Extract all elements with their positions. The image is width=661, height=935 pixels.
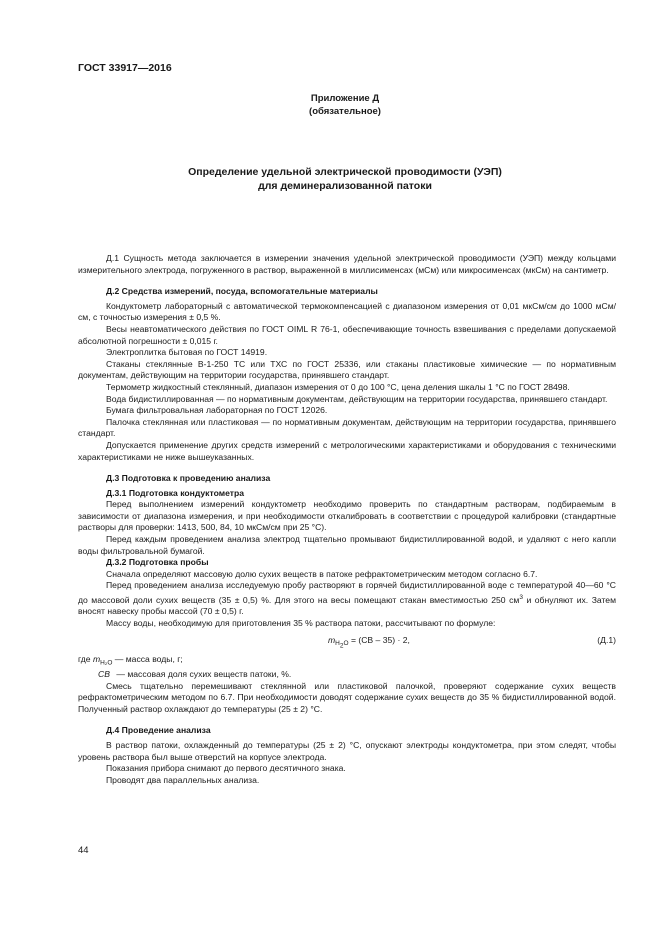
paragraph [78, 580, 616, 618]
paragraph: Электроплитка бытовая по ГОСТ 14919. [106, 347, 268, 358]
where-desc: — масса воды, г; [112, 653, 183, 664]
paragraph: Бумага фильтровальная лабораторная по ГОСТ 12026. [106, 405, 328, 416]
where-variable: CB [98, 668, 110, 679]
formula-rest: = (CB – 35) · 2, [348, 634, 410, 645]
paragraph-d1: Д.1 Сущность метода заключается в измерении значения удельной электрической проводимости (УЭП) между кольцами измерительного электрода, погруженного в раствор, выраженной в миллисименсах (мСм) или микросименсах (мкСм) на сантиметр. [78, 253, 616, 275]
formula-number: (Д.1) [597, 634, 616, 645]
where-line-1 [78, 654, 616, 669]
where-desc: — массовая доля сухих веществ патоки, %. [114, 668, 292, 679]
subsection-heading-d31: Д.3.1 Подготовка кондуктометра [106, 487, 244, 498]
where-variable: m [92, 653, 101, 664]
appendix-status: (обязательное) [309, 106, 381, 117]
title-line-1: Определение удельной электрической проводимости (УЭП) [188, 166, 502, 178]
paragraph: Проводят два параллельных анализа. [106, 774, 260, 785]
formula-d1 [78, 632, 616, 650]
paragraph: Вода бидистиллированная — по нормативным документам, действующим на территории государства, принявшего стандарт. [106, 393, 608, 404]
paragraph: Допускается применение других средств измерений с метрологическими характеристиками и оборудования с техническими характеристиками не ниже вышеуказанных. [78, 439, 616, 462]
where-line-2 [78, 669, 616, 681]
formula-expression [328, 635, 410, 653]
paragraph: Перед каждым проведением анализа электрод тщательно промывают бидистиллированной водой, и удаляют с него капли воды фильтровальной бумагой. [78, 534, 616, 556]
paragraph: Палочка стеклянная или пластиковая — по нормативным документам, действующим на территории государства, принявшего стандарт. [78, 416, 616, 439]
section-heading-d4: Д.4 Проведение анализа [106, 725, 211, 736]
subsection-heading-d32: Д.3.2 Подготовка пробы [106, 557, 209, 568]
section-heading-d3: Д.3 Подготовка к проведению анализа [106, 473, 271, 484]
paragraph-part: Перед проведением анализа исследуемую пробу растворяют в горячей бидистиллированной воде с температурой 40—60 °С до массовой доли сухих веществ (35 ± 0,5) %. Для этого на весы помещают стакан вместимостью 250 см [78, 580, 616, 605]
paragraph: Весы неавтоматического действия по ГОСТ OIML R 76-1, обеспечивающие точность взвешивания с пределами допускаемой абсолютной погрешности ± 0,015 г. [78, 323, 616, 346]
paragraph: Смесь тщательно перемешивают стеклянной или пластиковой палочкой, проверяют содержание сухих веществ рефрактометрическим методом по 6.7. При необходимости доводят содержание сухих веществ до 35 % бидистиллированной водой. Полученный раствор охлаждают до температуры (25 ± 2) °С. [78, 680, 616, 714]
document-body [78, 253, 616, 786]
paragraph: Сначала определяют массовую долю сухих веществ в патоке рефрактометрическим методом согласно 6.7. [106, 568, 538, 579]
superscript: 3 [519, 594, 523, 602]
paragraph: Показания прибора снимают до первого десятичного знака. [106, 763, 346, 774]
paragraph: Перед выполнением измерений кондуктометр необходимо проверить по стандартным растворам, подбираемым в зависимости от диапазона измерения, и при необходимости откалибровать в соответствии с процедурой калибровки (стандартные растворы для проверки: 1413, 500, 84, 10 мкСм/см при 25 °С). [78, 499, 616, 533]
section-heading-d2: Д.2 Средства измерений, посуда, вспомогательные материалы [106, 286, 378, 297]
where-sub: H₂O [100, 659, 113, 667]
page-number: 44 [78, 845, 89, 856]
formula-sub2: 2 [339, 642, 344, 650]
where-label: где [78, 653, 93, 664]
paragraph-part: и обнуляют их. Затем вносят навеску пробы массой (70 ± 0,5) г. [78, 594, 616, 617]
paragraph: Массу воды, необходимую для приготовления 35 % раствора патоки, рассчитывают по формуле: [106, 618, 496, 629]
appendix-heading [270, 92, 420, 118]
paragraph: Термометр жидкостный стеклянный, диапазон измерения от 0 до 100 °С, цена деления шкалы 1 °С по ГОСТ 28498. [106, 381, 570, 392]
standard-header: ГОСТ 33917—2016 [78, 62, 172, 74]
title-line-2: для деминерализованной патоки [258, 180, 432, 192]
formula-sub3: O [343, 640, 349, 648]
document-title [120, 165, 570, 193]
appendix-title: Приложение Д [310, 93, 380, 104]
formula-variable: m [328, 634, 336, 645]
paragraph: Кондуктометр лабораторный с автоматической термокомпенсацией с диапазоном измерения от 0,01 мкСм/см до 1000 мСм/см, с точностью измерения ± 0,5 %. [78, 300, 616, 323]
paragraph: Стаканы стеклянные В-1-250 ТС или ТХС по ГОСТ 25336, или стаканы пластиковые химические — по нормативным документам, действующим на территории государства, принявшего стандарт. [78, 358, 616, 381]
paragraph: В раствор патоки, охлажденный до температуры (25 ± 2) °С, опускают электроды кондуктометра, при этом следят, чтобы уровень раствора был выше отверстий на корпусе электрода. [78, 739, 616, 762]
formula-sub: H [335, 640, 340, 648]
